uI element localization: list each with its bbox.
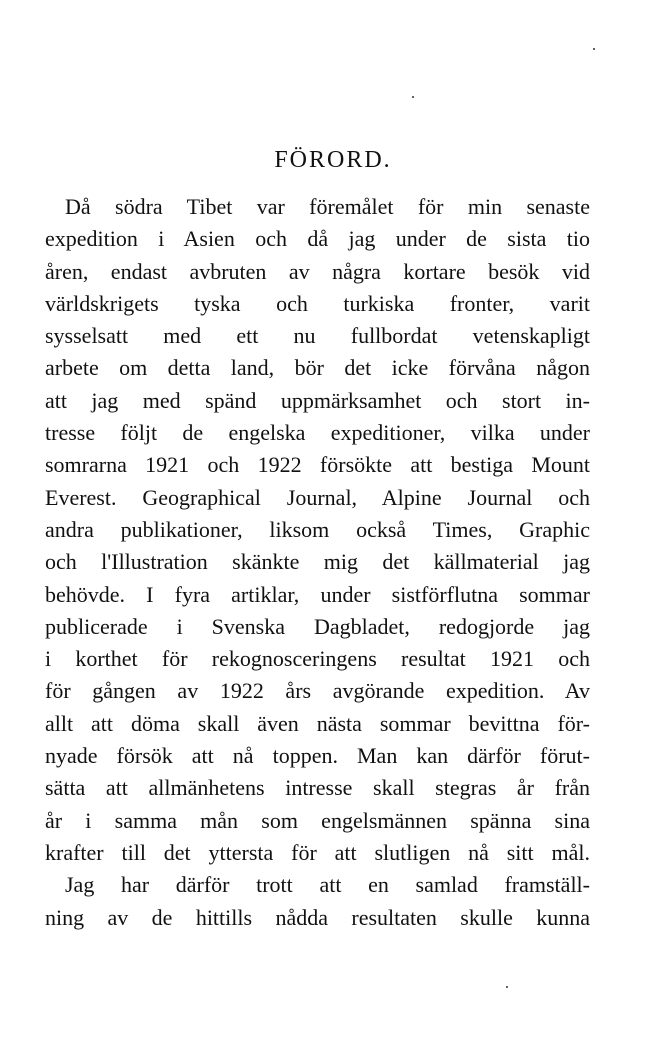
text-line: behövde. I fyra artiklar, under sistförflutna sommar — [45, 581, 590, 607]
speck-mark — [412, 96, 414, 98]
text-line: tresse följt de engelska expeditioner, vilka under — [45, 420, 590, 446]
text-line: andra publikationer, liksom också Times, Graphic — [45, 516, 590, 542]
text-line: i korthet för rekognosceringens resultat 1921 och — [45, 646, 590, 672]
text-line: Då södra Tibet var föremålet för min senaste — [65, 194, 590, 219]
speck-mark — [506, 986, 508, 988]
text-line: år i samma mån som engelsmännen spänna sina — [45, 807, 590, 833]
speck-mark — [593, 48, 595, 50]
text-line: världskrigets tyska och turkiska fronter, varit — [45, 290, 590, 316]
text-line: Jag har därför trott att en samlad framställ- — [65, 872, 590, 898]
text-line: och l'Illustration skänkte mig det källmaterial jag — [45, 549, 590, 575]
text-line: åren, endast avbruten av några kortare besök vid — [45, 258, 590, 284]
text-line: expedition i Asien och då jag under de sista tio — [45, 226, 590, 252]
text-line: sätta att allmänhetens intresse skall stegras år från — [45, 775, 590, 801]
text-line: för gången av 1922 års avgörande expedition. Av — [45, 678, 590, 704]
text-line: allt att döma skall även nästa sommar bevittna för- — [45, 710, 590, 736]
text-line: arbete om detta land, bör det icke förvåna någon — [45, 355, 590, 381]
text-line: krafter till det yttersta för att slutligen nå sitt mål. — [45, 839, 590, 865]
text-line: Everest. Geographical Journal, Alpine Journal och — [45, 484, 590, 510]
page-title: FÖRORD. — [274, 147, 392, 173]
text-line: somrarna 1921 och 1922 försökte att bestiga Mount — [45, 452, 590, 478]
text-line: sysselsatt med ett nu fullbordat vetenskapligt — [45, 323, 590, 349]
text-line: ning av de hittills nådda resultaten skulle kunna — [45, 904, 590, 930]
text-line: nyade försök att nå toppen. Man kan därför förut- — [45, 743, 590, 769]
text-line: publicerade i Svenska Dagbladet, redogjorde jag — [45, 613, 590, 639]
text-line: att jag med spänd uppmärksamhet och stort in- — [45, 387, 590, 413]
body-text — [45, 191, 590, 934]
